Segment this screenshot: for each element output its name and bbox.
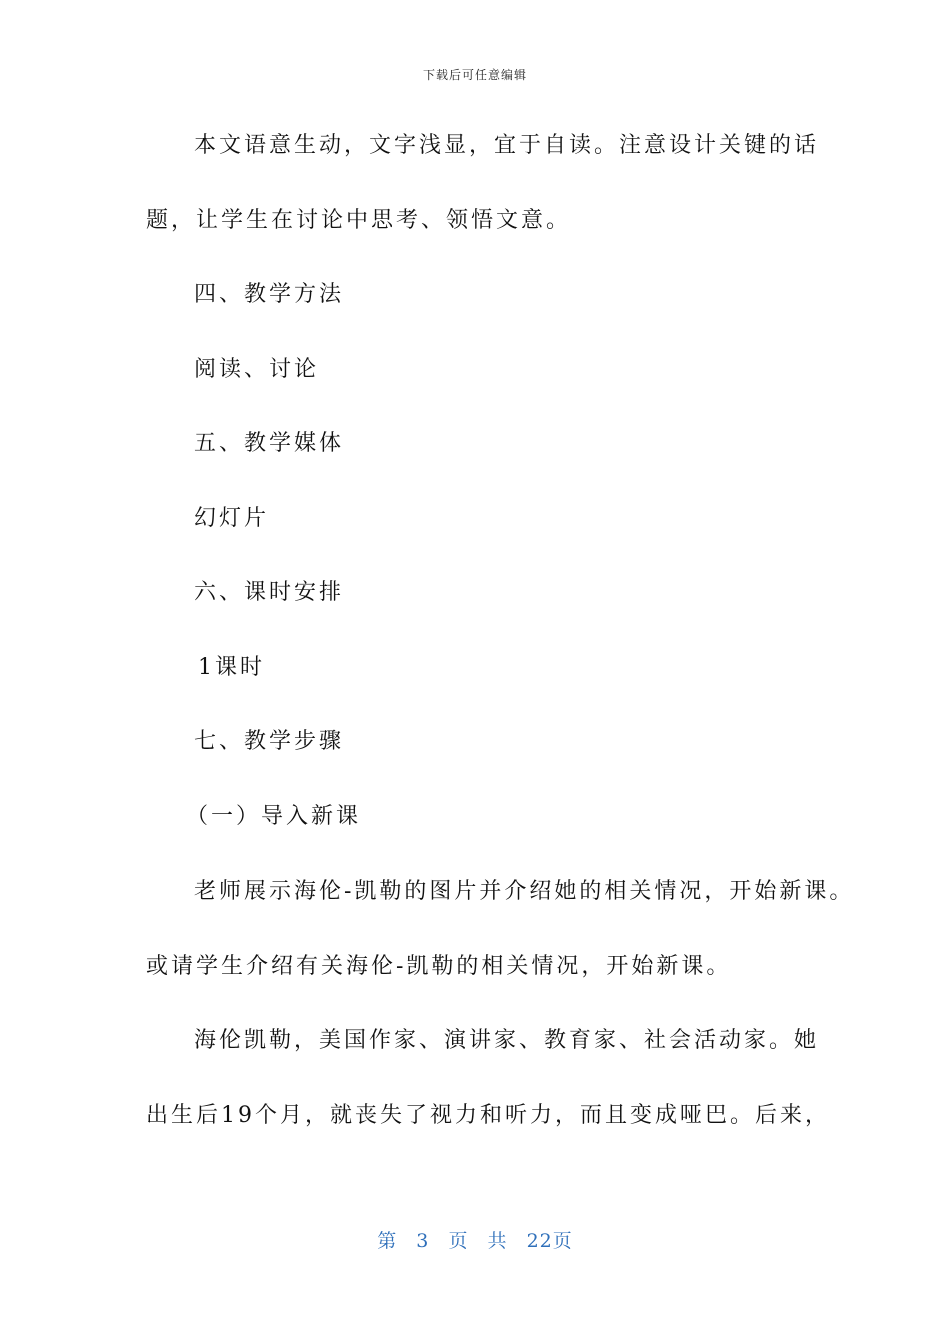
paragraph-line: 阅读、讨论 xyxy=(194,357,320,382)
section-heading: 四、教学方法 xyxy=(194,282,345,307)
paragraph-line: 或请学生介绍有关海伦-凯勒的相关情况，开始新课。 xyxy=(146,954,732,979)
paragraph-line: 题，让学生在讨论中思考、领悟文意。 xyxy=(146,208,572,233)
subsection-heading: （一）导入新课 xyxy=(186,804,362,829)
paragraph-line: 出生后19个月，就丧失了视力和听力，而且变成哑巴。后来， xyxy=(146,1103,830,1128)
paragraph-line: 本文语意生动，文字浅显，宜于自读。注意设计关键的话 xyxy=(194,133,820,158)
paragraph-line: 海伦凯勒，美国作家、演讲家、教育家、社会活动家。她 xyxy=(194,1028,820,1053)
footer-gong: 共 xyxy=(487,1230,508,1252)
footer-total-pages: 22页 xyxy=(526,1230,573,1252)
page-footer xyxy=(0,1226,950,1253)
paragraph-line: 幻灯片 xyxy=(194,506,270,531)
paragraph-line: 老师展示海伦-凯勒的图片并介绍她的相关情况，开始新课。 xyxy=(194,879,855,904)
paragraph-line: 1课时 xyxy=(198,655,265,680)
footer-current-page: 3 xyxy=(416,1230,430,1252)
section-heading: 六、课时安排 xyxy=(194,580,345,605)
section-heading: 七、教学步骤 xyxy=(194,729,345,754)
section-heading: 五、教学媒体 xyxy=(194,431,345,456)
page-header-note: 下载后可任意编辑 xyxy=(422,68,527,82)
footer-di: 第 xyxy=(377,1230,398,1252)
footer-ye: 页 xyxy=(448,1230,469,1252)
